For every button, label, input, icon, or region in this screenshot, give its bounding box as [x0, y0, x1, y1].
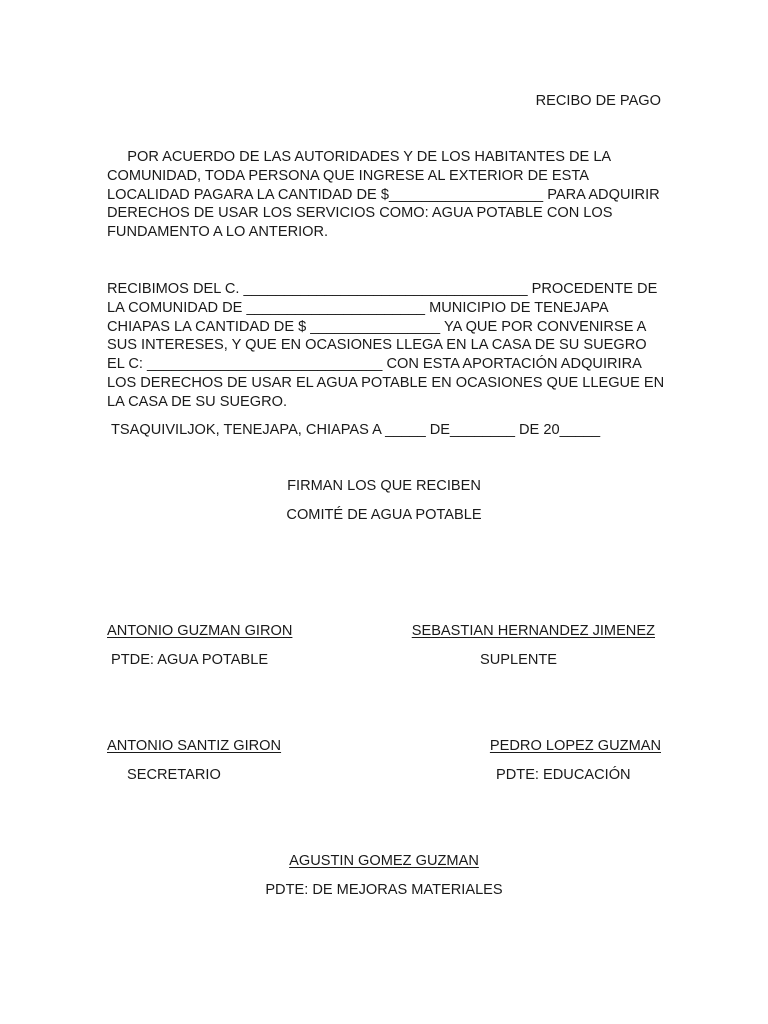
signer-name-president-water: ANTONIO GUZMAN GIRON — [107, 623, 293, 639]
paragraph-line: EL C: _____________________________ CON ESTA APORTACIÓN ADQUIRIRA — [107, 356, 642, 373]
paragraph-line: LA CASA DE SU SUEGRO. — [107, 393, 288, 410]
signer-name-secretary: ANTONIO SANTIZ GIRON — [107, 738, 282, 754]
signer-role-president-water: PTDE: AGUA POTABLE — [111, 652, 269, 668]
signer-name-education: PEDRO LOPEZ GUZMAN — [489, 738, 661, 754]
place-date-line: TSAQUIVILJOK, TENEJAPA, CHIAPAS A _____ DE________ DE 20_____ — [111, 422, 601, 438]
committee-heading: COMITÉ DE AGUA POTABLE — [286, 507, 482, 523]
paragraph-line: LA COMUNIDAD DE ______________________ MUNICIPIO DE TENEJAPA — [107, 299, 609, 316]
paragraph-line: LOS DERECHOS DE USAR EL AGUA POTABLE EN OCASIONES QUE LLEGUE EN — [107, 374, 665, 391]
signer-role-secretary: SECRETARIO — [127, 767, 221, 783]
paragraph-line: DERECHOS DE USAR LOS SERVICIOS COMO: AGUA POTABLE CON LOS — [107, 205, 613, 222]
paragraph-line: LOCALIDAD PAGARA LA CANTIDAD DE $___________________ PARA ADQUIRIR — [107, 186, 660, 203]
document-title: RECIBO DE PAGO — [535, 93, 661, 109]
paragraph-line: SUS INTERESES, Y QUE EN OCASIONES LLEGA EN LA CASA DE SU SUEGRO — [107, 337, 647, 354]
signer-name-improvements: AGUSTIN GOMEZ GUZMAN — [289, 853, 479, 869]
signer-role-education: PDTE: EDUCACIÓN — [496, 767, 631, 783]
paragraph-line: CHIAPAS LA CANTIDAD DE $ ________________ YA QUE POR CONVENIRSE A — [107, 318, 647, 335]
signer-name-substitute: SEBASTIAN HERNANDEZ JIMENEZ — [411, 623, 655, 639]
paragraph-line: FUNDAMENTO A LO ANTERIOR. — [107, 224, 329, 241]
signer-role-improvements: PDTE: DE MEJORAS MATERIALES — [265, 882, 503, 898]
signer-role-substitute: SUPLENTE — [480, 652, 558, 668]
signers-heading: FIRMAN LOS QUE RECIBEN — [287, 478, 481, 494]
paragraph-line: RECIBIMOS DEL C. ___________________________________ PROCEDENTE DE — [107, 281, 658, 297]
agreement-paragraph — [107, 148, 660, 242]
receipt-paragraph — [107, 280, 664, 412]
paragraph-line: COMUNIDAD, TODA PERSONA QUE INGRESE AL EXTERIOR DE ESTA — [107, 167, 589, 184]
paragraph-line: POR ACUERDO DE LAS AUTORIDADES Y DE LOS HABITANTES DE LA — [107, 149, 612, 165]
